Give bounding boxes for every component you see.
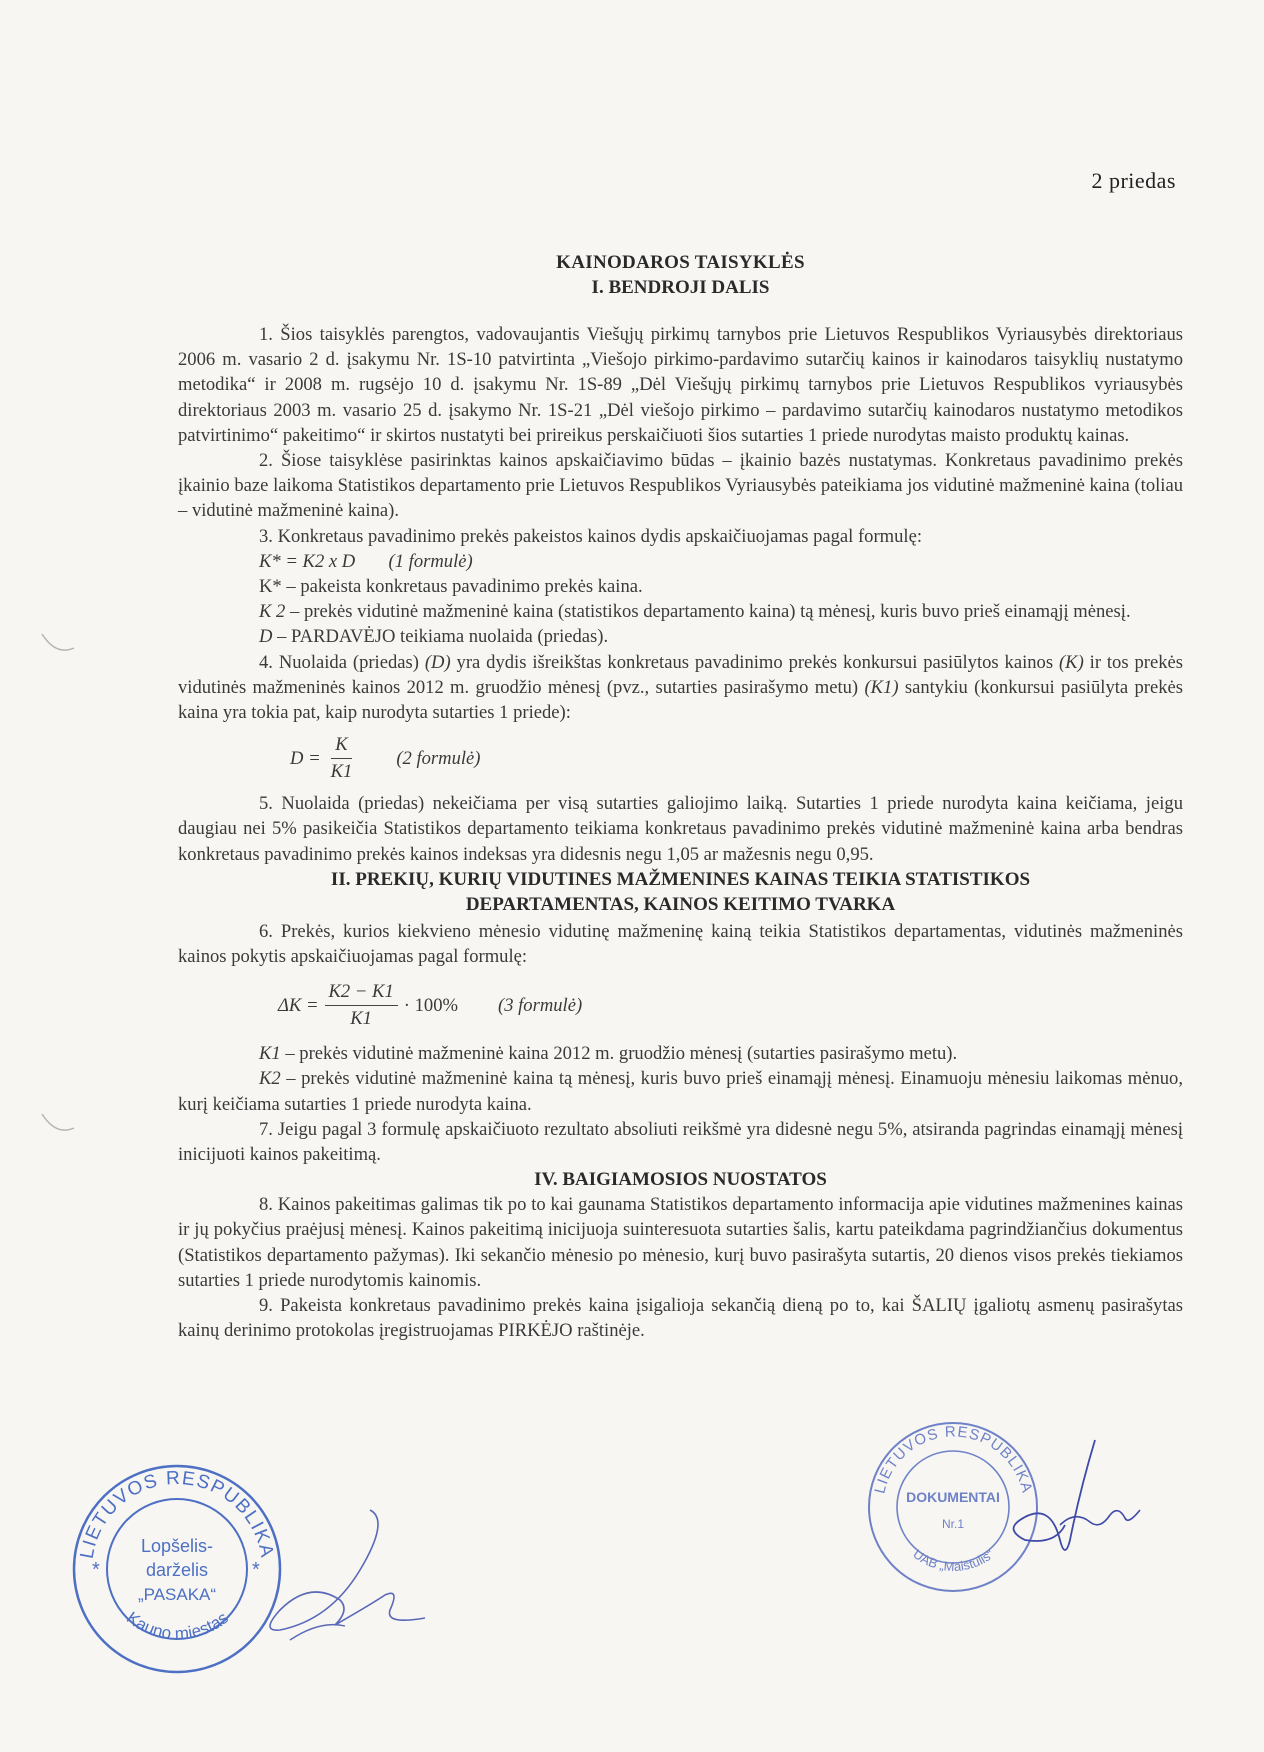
formula-3-denominator: K1 [350, 1007, 372, 1029]
definition-k2-second [178, 1066, 1183, 1116]
formula-3 [178, 969, 1183, 1041]
formula-2-lhs: D = [290, 747, 321, 769]
paragraph-2: 2. Šiose taisyklėse pasirinktas kainos apskaičiavimo būdas – įkainio bazės nustatymas. Konkretaus pavadinimo prekės įkainio baze laikoma Statistikos departamento prie Lietuvos Respublikos Vyriausybės pateikiama jos vidutinė mažmeninė kaina (toliau – vidutinė mažmeninė kaina). [178, 450, 1183, 522]
paragraph-3: 3. Konkretaus pavadinimo prekės pakeistos kainos dydis apskaičiuojamas pagal formulę: [259, 525, 923, 547]
paragraph-4-part-c: ir tos prekės vidutinės mažmeninės kainos 2012 m. gruodžio mėnesį (pvz., sutarties pasirašymo metu) [178, 651, 1184, 698]
stamp-right-ring-text: LIETUVOS RESPUBLIKA [871, 1423, 1036, 1496]
formula-1-expression: K* = K2 x D [259, 550, 356, 572]
signature-left [250, 1500, 430, 1660]
paragraph-4-k1: (K1) [864, 676, 899, 698]
paragraph-4 [178, 650, 1183, 726]
definition-k-star: K* – pakeista konkretaus pavadinimo prekės kaina. [259, 576, 643, 598]
formula-1-label: (1 formulė) [388, 550, 473, 572]
paragraph-4-part-b: yra dydis išreikštas konkretaus pavadinimo prekės konkursui pasiūlytos kainos [450, 651, 1059, 673]
stamp-left-bottom-text: Kauno miestas [123, 1608, 232, 1644]
paragraph-4-k: (K) [1058, 651, 1084, 673]
definition-k2 [178, 599, 1183, 624]
section-2-title-line-2: DEPARTAMENTAS, KAINOS KEITIMO TVARKA [465, 893, 896, 915]
formula-2-label: (2 formulė) [396, 747, 481, 769]
stamp-right-bottom-text: UAB „Maistulis“ [910, 1546, 997, 1575]
paragraph-1: 1. Šios taisyklės parengtos, vadovaujantis Viešųjų pirkimų tarnybos prie Lietuvos Respublikos Vyriausybės direktoriaus 2006 m. vasario 2 d. įsakymu Nr. 1S-10 patvirtinta „Viešojo pirkimo-pardavimo sutarčių kainos ir kainodaros taisyklių nustatymo metodika“ ir 2008 m. rugsėjo 10 d. įsakymu Nr. 1S-89 „Dėl Viešųjų pirkimų tarnybos prie Lietuvos Respublikos vyriausybės direktoriaus 2003 m. vasario 25 d. įsakymo Nr. 1S-21 „Dėl viešojo pirkimo – pardavimo sutarčių kainodaros nustatymo metodikos patvirtinimo“ pakeitimo“ ir skirtos nustatyti bei prireikus perskaičiuoti šios sutarties 1 priede nurodytas maisto produktų kainas. [178, 324, 1183, 446]
document-title: KAINODAROS TAISYKLĖS [556, 252, 805, 273]
formula-3-fraction [325, 979, 398, 1032]
paragraph-4-part-e: santykiu (konkursui pasiūlyta prekės kaina yra tokia pat, kaip nurodyta sutarties 1 priede): [178, 676, 1183, 724]
paragraph-4-part-a: 4. Nuolaida (priedas) [259, 651, 425, 673]
document-body [178, 250, 1183, 1344]
paragraph-6: 6. Prekės, kurios kiekvieno mėnesio vidutinę mažmeninę kainą teikia Statistikos departamentas, vidutinės mažmeninės kainos pokytis apskaičiuojamas pagal formulę: [178, 920, 1183, 968]
stamp-left-line-3: „PASAKA“ [137, 1585, 217, 1604]
formula-3-lhs: ΔK = [278, 994, 319, 1016]
paragraph-8: 8. Kainos pakeitimas galimas tik po to kai gaunama Statistikos departamento informacija apie vidutines mažmenines kainas ir jų pokyčius praėjusį mėnesį. Kainos pakeitimą inicijuoja suinteresuota sutarties šalis, kartu pateikdama pagrindžiančius dokumentus (Statistikos departamento pažymas). Iki sekančio mėnesio po mėnesio, kurį buvo pasirašyta sutartis, 20 dienos visos prekės tiekiamos sutarties 1 priede nurodytomis kainomis. [178, 1194, 1183, 1291]
stamp-left-ring-text: LIETUVOS RESPUBLIKA [76, 1467, 278, 1561]
formula-1 [178, 549, 1183, 574]
formula-2-fraction [327, 732, 357, 785]
definition-k1 [178, 1041, 1183, 1066]
paragraph-9: 9. Pakeista konkretaus pavadinimo prekės kaina įsigalioja sekančią dieną po to, kai ŠALIŲ įgaliotų asmenų pasirašytas kainų derinimo protokolas įregistruojamas PIRKĖJO raštinėje. [178, 1295, 1183, 1342]
formula-2-numerator: K [331, 732, 351, 759]
punch-mark-top [38, 630, 78, 660]
stamp-left-star-icon: * [92, 1559, 100, 1581]
annex-label: 2 priedas [1091, 168, 1176, 193]
paragraph-4-d: (D) [424, 651, 451, 673]
stamp-right-line-2: Nr.1 [941, 1517, 965, 1531]
definition-k2-symbol: K 2 [259, 601, 286, 623]
definition-d [178, 624, 1183, 649]
definition-k1-text: – prekės vidutinė mažmeninė kaina 2012 m. gruodžio mėnesį (sutarties pasirašymo metu). [280, 1043, 958, 1065]
definition-k2-second-text: – prekės vidutinė mažmeninė kaina tą mėnesį, kuris buvo prieš einamąjį mėnesį. Einamuoju mėnesiu laikomas mėnuo, kurį keičiama sutarties 1 priede nurodyta kaina. [178, 1068, 1183, 1115]
stamp-right-line-1: DOKUMENTAI [906, 1489, 1000, 1505]
paragraph-7: 7. Jeigu pagal 3 formulę apskaičiuoto rezultato absoliuti reikšmė yra didesnė negu 5%, atsiranda pagrindas einamąjį mėnesį inicijuoti kainos pakeitimą. [178, 1118, 1183, 1166]
stamp-left-star-icon-right: * [252, 1559, 260, 1581]
section-1-title: I. BENDROJI DALIS [591, 277, 770, 298]
formula-2-denominator: K1 [330, 760, 353, 782]
formula-3-label: (3 formulė) [498, 994, 583, 1016]
definition-d-text: – PARDAVĖJO teikiama nuolaida (priedas). [272, 626, 609, 648]
section-2-title-line-1: II. PREKIŲ, KURIŲ VIDUTINES MAŽMENINES KAINAS TEIKIA STATISTIKOS [330, 868, 1031, 890]
stamp-left-line-1: Lopšelis- [140, 1536, 214, 1556]
definition-k1-symbol: K1 [259, 1043, 281, 1065]
stamp-left-line-2: darželis [145, 1560, 209, 1580]
punch-mark-bottom [38, 1110, 78, 1140]
definition-k2-second-symbol: K2 [259, 1068, 281, 1090]
paragraph-5: 5. Nuolaida (priedas) nekeičiama per visą sutarties galiojimo laiką. Sutarties 1 priede nurodyta kaina keičiama, jeigu daugiau nei 5% pasikeičia Statistikos departamento teikiama konkretaus pavadinimo prekės vidutinė mažmeninė kaina arba bendras konkretaus pavadinimo prekės kainos indeksas yra didesnis negu 1,05 ar mažesnis negu 0,95. [178, 793, 1183, 865]
formula-3-numerator: K2 − K1 [325, 979, 398, 1006]
definition-k2-text: – prekės vidutinė mažmeninė kaina (statistikos departamento kaina) tą mėnesį, kuris buvo prieš einamąjį mėnesį. [285, 601, 1131, 623]
section-4-title: IV. BAIGIAMOSIOS NUOSTATOS [534, 1169, 827, 1191]
signature-right [1000, 1430, 1145, 1570]
definition-d-symbol: D [259, 626, 273, 648]
formula-3-rhs: · 100% [403, 994, 458, 1016]
formula-2 [178, 725, 1183, 791]
